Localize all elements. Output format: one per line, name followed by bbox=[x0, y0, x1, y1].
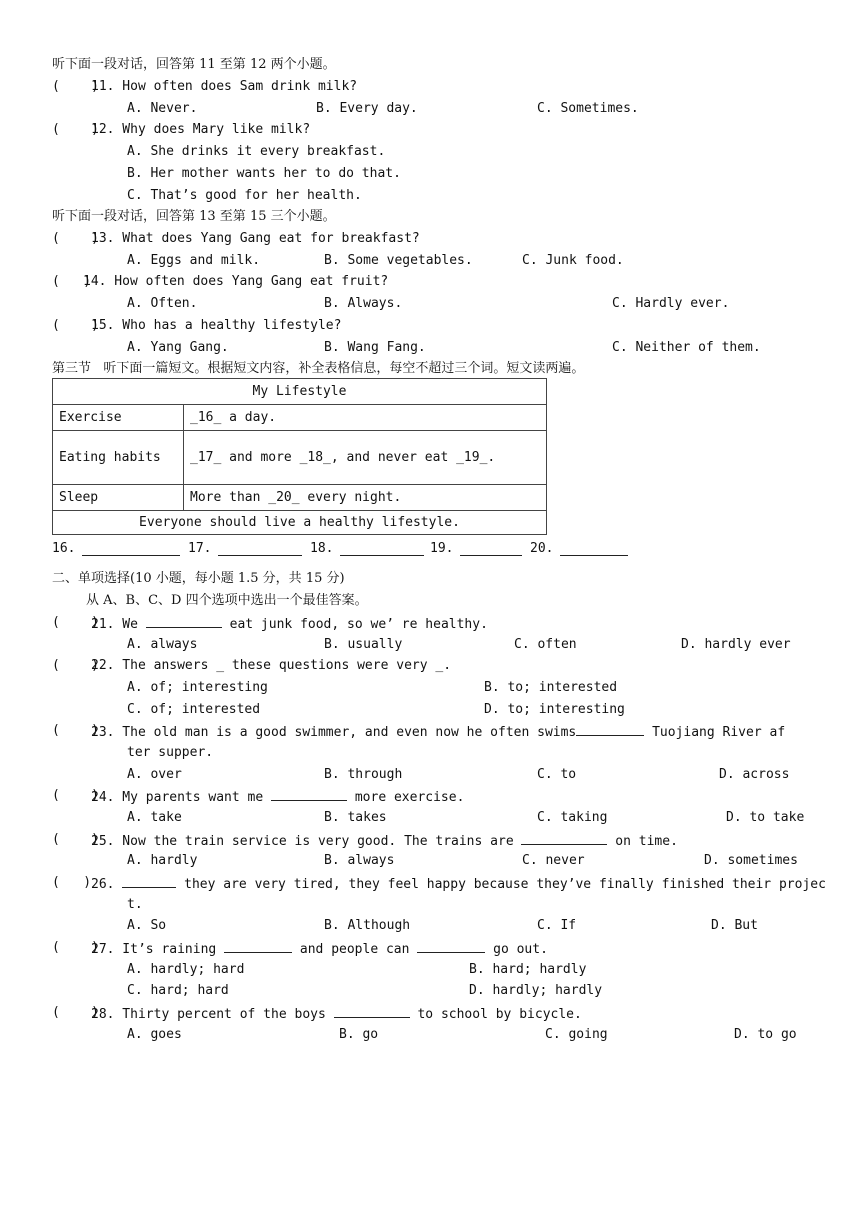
answer-blank-17[interactable] bbox=[218, 541, 302, 556]
answer-paren-23: ( ) bbox=[52, 723, 99, 738]
option-25-b[interactable]: B. always bbox=[324, 853, 395, 868]
option-22-c[interactable]: C. of; interested bbox=[127, 702, 261, 717]
question-14: 14. How often does Yang Gang eat fruit? bbox=[83, 274, 389, 289]
table-footer: Everyone should live a healthy lifestyle. bbox=[53, 511, 547, 535]
option-11-c[interactable]: C. Sometimes. bbox=[537, 101, 639, 116]
answer-label-20: 20. bbox=[530, 541, 554, 556]
option-15-c[interactable]: C. Neither of them. bbox=[612, 340, 761, 355]
part2-title: 二、单项选择(10 小题，每小题 1.5 分，共 15 分) bbox=[52, 571, 345, 586]
option-21-c[interactable]: C. often bbox=[514, 637, 577, 652]
question-26: 26. they are very tired, they feel happy because they’ve finally finished their projec bbox=[91, 877, 826, 892]
option-21-a[interactable]: A. always bbox=[127, 637, 198, 652]
option-24-a[interactable]: A. take bbox=[127, 810, 182, 825]
answer-blank-16[interactable] bbox=[82, 541, 180, 556]
answer-label-16: 16. bbox=[52, 541, 76, 556]
option-12-c[interactable]: C. That’s good for her health. bbox=[127, 188, 362, 203]
question-28: 28. Thirty percent of the boys to school by bicycle. bbox=[91, 1007, 582, 1022]
answer-paren-22: ( ) bbox=[52, 658, 99, 673]
table-value-eating: _17_ and more _18_, and never eat _19_. bbox=[184, 431, 547, 485]
question-27: 27. It’s raining and people can go out. bbox=[91, 942, 548, 957]
question-13: 13. What does Yang Gang eat for breakfast? bbox=[91, 231, 420, 246]
table-value-sleep: More than _20_ every night. bbox=[184, 485, 547, 511]
lifestyle-table bbox=[52, 378, 547, 535]
answer-label-17: 17. bbox=[188, 541, 212, 556]
table-title: My Lifestyle bbox=[53, 379, 547, 405]
answer-paren-12: ( ) bbox=[52, 122, 99, 137]
question-26-continued: t. bbox=[127, 897, 143, 912]
option-23-c[interactable]: C. to bbox=[537, 767, 577, 782]
answer-paren-13: ( ) bbox=[52, 231, 99, 246]
table-value-exercise: _16_ a day. bbox=[184, 405, 547, 431]
option-24-d[interactable]: D. to take bbox=[726, 810, 805, 825]
option-22-d[interactable]: D. to; interesting bbox=[484, 702, 625, 717]
option-14-a[interactable]: A. Often. bbox=[127, 296, 198, 311]
option-11-b[interactable]: B. Every day. bbox=[316, 101, 418, 116]
table-label-exercise: Exercise bbox=[53, 405, 184, 431]
option-24-b[interactable]: B. takes bbox=[324, 810, 387, 825]
option-12-b[interactable]: B. Her mother wants her to do that. bbox=[127, 166, 401, 181]
table-label-eating: Eating habits bbox=[53, 431, 184, 485]
instruction-13-15: 听下面一段对话，回答第 13 至第 15 三个小题。 bbox=[52, 209, 336, 224]
blank[interactable] bbox=[417, 940, 485, 953]
option-23-d[interactable]: D. across bbox=[719, 767, 790, 782]
blank[interactable] bbox=[271, 788, 347, 801]
option-11-a[interactable]: A. Never. bbox=[127, 101, 198, 116]
answer-blank-18[interactable] bbox=[340, 541, 424, 556]
blank[interactable] bbox=[576, 723, 644, 736]
question-21: 21. We eat junk food, so we’ re healthy. bbox=[91, 617, 488, 632]
table-row bbox=[53, 405, 547, 431]
option-15-b[interactable]: B. Wang Fang. bbox=[324, 340, 426, 355]
question-15: 15. Who has a healthy lifestyle? bbox=[91, 318, 342, 333]
option-21-d[interactable]: D. hardly ever bbox=[681, 637, 791, 652]
table-row bbox=[53, 431, 547, 485]
blank[interactable] bbox=[334, 1005, 410, 1018]
option-27-d[interactable]: D. hardly; hardly bbox=[469, 983, 603, 998]
option-26-c[interactable]: C. If bbox=[537, 918, 577, 933]
option-22-a[interactable]: A. of; interesting bbox=[127, 680, 268, 695]
option-27-b[interactable]: B. hard; hardly bbox=[469, 962, 587, 977]
option-26-d[interactable]: D. But bbox=[711, 918, 758, 933]
question-25: 25. Now the train service is very good. The trains are on time. bbox=[91, 834, 678, 849]
option-15-a[interactable]: A. Yang Gang. bbox=[127, 340, 229, 355]
question-22: 22. The answers _ these questions were very _. bbox=[91, 658, 452, 673]
option-14-b[interactable]: B. Always. bbox=[324, 296, 403, 311]
option-23-a[interactable]: A. over bbox=[127, 767, 182, 782]
option-28-b[interactable]: B. go bbox=[339, 1027, 379, 1042]
answer-label-19: 19. bbox=[430, 541, 454, 556]
answer-paren-21: ( ) bbox=[52, 615, 99, 630]
option-26-a[interactable]: A. So bbox=[127, 918, 167, 933]
blank[interactable] bbox=[146, 615, 222, 628]
question-23: 23. The old man is a good swimmer, and even now he often swims Tuojiang River af bbox=[91, 725, 786, 740]
question-23-continued: ter supper. bbox=[127, 745, 214, 760]
table-row bbox=[53, 485, 547, 511]
option-23-b[interactable]: B. through bbox=[324, 767, 403, 782]
option-21-b[interactable]: B. usually bbox=[324, 637, 403, 652]
question-11: 11. How often does Sam drink milk? bbox=[91, 79, 358, 94]
blank[interactable] bbox=[521, 832, 607, 845]
answer-paren-24: ( ) bbox=[52, 788, 99, 803]
answer-blank-20[interactable] bbox=[560, 541, 628, 556]
answer-paren-15: ( ) bbox=[52, 318, 99, 333]
option-28-a[interactable]: A. goes bbox=[127, 1027, 182, 1042]
instruction-11-12: 听下面一段对话，回答第 11 至第 12 两个小题。 bbox=[52, 57, 336, 72]
question-12: 12. Why does Mary like milk? bbox=[91, 122, 311, 137]
section3-instruction: 第三节 听下面一篇短文。根据短文内容，补全表格信息，每空不超过三个词。短文读两遍。 bbox=[52, 361, 585, 376]
option-25-a[interactable]: A. hardly bbox=[127, 853, 198, 868]
part2-instruction: 从 A、B、C、D 四个选项中选出一个最佳答案。 bbox=[86, 593, 368, 608]
answer-paren-28: ( ) bbox=[52, 1005, 99, 1020]
answer-blank-19[interactable] bbox=[460, 541, 522, 556]
answer-paren-11: ( ) bbox=[52, 79, 99, 94]
table-label-sleep: Sleep bbox=[53, 485, 184, 511]
answer-label-18: 18. bbox=[310, 541, 334, 556]
option-25-d[interactable]: D. sometimes bbox=[704, 853, 798, 868]
answer-paren-25: ( ) bbox=[52, 832, 99, 847]
option-14-c[interactable]: C. Hardly ever. bbox=[612, 296, 730, 311]
answer-paren-14: ( ) bbox=[52, 274, 92, 289]
option-26-b[interactable]: B. Although bbox=[324, 918, 411, 933]
option-27-a[interactable]: A. hardly; hard bbox=[127, 962, 245, 977]
option-13-a[interactable]: A. Eggs and milk. bbox=[127, 253, 261, 268]
blank[interactable] bbox=[122, 875, 176, 888]
option-28-c[interactable]: C. going bbox=[545, 1027, 608, 1042]
answer-paren-27: ( ) bbox=[52, 940, 99, 955]
option-12-a[interactable]: A. She drinks it every breakfast. bbox=[127, 144, 386, 159]
option-22-b[interactable]: B. to; interested bbox=[484, 680, 618, 695]
option-24-c[interactable]: C. taking bbox=[537, 810, 608, 825]
blank[interactable] bbox=[224, 940, 292, 953]
answer-paren-26: ( ) bbox=[52, 875, 92, 890]
option-13-c[interactable]: C. Junk food. bbox=[522, 253, 624, 268]
question-24: 24. My parents want me more exercise. bbox=[91, 790, 465, 805]
option-13-b[interactable]: B. Some vegetables. bbox=[324, 253, 473, 268]
option-25-c[interactable]: C. never bbox=[522, 853, 585, 868]
option-28-d[interactable]: D. to go bbox=[734, 1027, 797, 1042]
option-27-c[interactable]: C. hard; hard bbox=[127, 983, 229, 998]
